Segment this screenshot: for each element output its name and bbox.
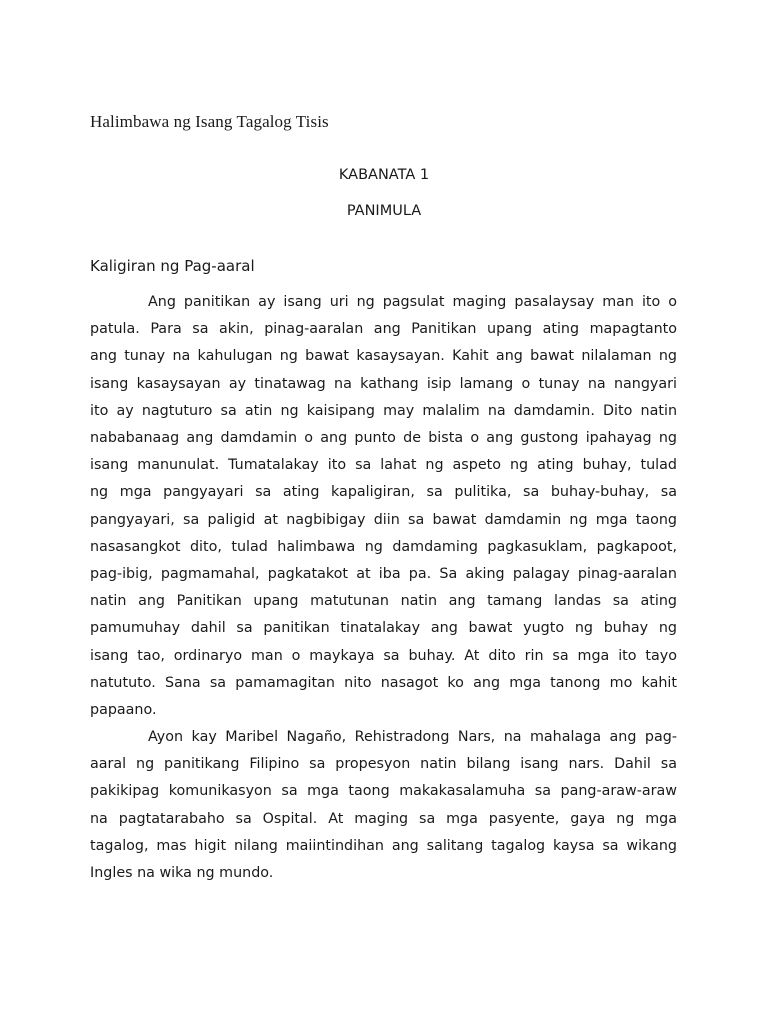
- paragraph-line: na pagtatarabaho sa Ospital. At maging sa mga pasyente, gaya ng mga: [90, 810, 677, 827]
- paragraph-line: natin ang Panitikan upang matutunan natin ang tamang landas sa ating: [90, 593, 677, 610]
- paragraph-2: [90, 724, 677, 887]
- paragraph-line: Ingles na wika ng mundo.: [90, 865, 274, 882]
- paragraph-line: isang manunulat. Tumatalakay ito sa lahat ng aspeto ng ating buhay, tulad: [90, 457, 677, 474]
- paragraph-line: isang kasaysayan ay tinatawag na kathang isip lamang o tunay na nangyari: [90, 375, 677, 392]
- paragraph-line: ang tunay na kahulugan ng bawat kasaysayan. Kahit ang bawat nilalaman ng: [90, 348, 677, 365]
- paragraph-line: papaano.: [90, 702, 157, 719]
- paragraph-line: nababanaag ang damdamin o ang punto de bista o ang gustong ipahayag ng: [90, 430, 677, 447]
- paragraph-line: tagalog, mas higit nilang maiintindihan ang salitang tagalog kaysa sa wikang: [90, 837, 677, 854]
- paragraph-line: pag-ibig, pagmamahal, pagkatakot at iba pa. Sa aking palagay pinag-aaralan: [90, 566, 677, 583]
- paragraph-line: ito ay nagtuturo sa atin ng kaisipang may malalim na damdamin. Dito natin: [90, 402, 677, 419]
- paragraph-1: [90, 289, 677, 724]
- chapter-number: KABANATA 1: [338, 167, 430, 183]
- paragraph-line: aaral ng panitikang Filipino sa propesyon natin bilang isang nars. Dahil sa: [90, 756, 677, 773]
- section-heading: Kaligiran ng Pag-aaral: [90, 257, 255, 275]
- paragraph-line: isang tao, ordinaryo man o maykaya sa buhay. At dito rin sa mga ito tayo: [90, 647, 677, 664]
- paragraph-line: nasasangkot dito, tulad halimbawa ng damdaming pagkasuklam, pagkapoot,: [90, 538, 677, 555]
- paragraph-line: Ayon kay Maribel Nagaño, Rehistradong Nars, na mahalaga ang pag-: [148, 729, 677, 745]
- document-heading: Halimbawa ng Isang Tagalog Tisis: [90, 112, 329, 131]
- paragraph-line: ng mga pangyayari sa ating kapaligiran, sa pulitika, sa buhay-buhay, sa: [90, 484, 677, 501]
- paragraph-line: Ang panitikan ay isang uri ng pagsulat maging pasalaysay man ito o: [148, 294, 677, 310]
- paragraph-line: patula. Para sa akin, pinag-aaralan ang Panitikan upang ating mapagtanto: [90, 321, 677, 338]
- paragraph-line: pangyayari, sa paligid at nagbibigay diin sa bawat damdamin ng mga taong: [90, 511, 677, 528]
- chapter-title: PANIMULA: [346, 203, 422, 219]
- paragraph-line: pakikipag komunikasyon sa mga taong makakasalamuha sa pang-araw-araw: [90, 783, 677, 800]
- paragraph-line: pamumuhay dahil sa panitikan tinatalakay ang bawat yugto ng buhay ng: [90, 620, 677, 637]
- paragraph-line: natututo. Sana sa pamamagitan nito nasagot ko ang mga tanong mo kahit: [90, 674, 677, 691]
